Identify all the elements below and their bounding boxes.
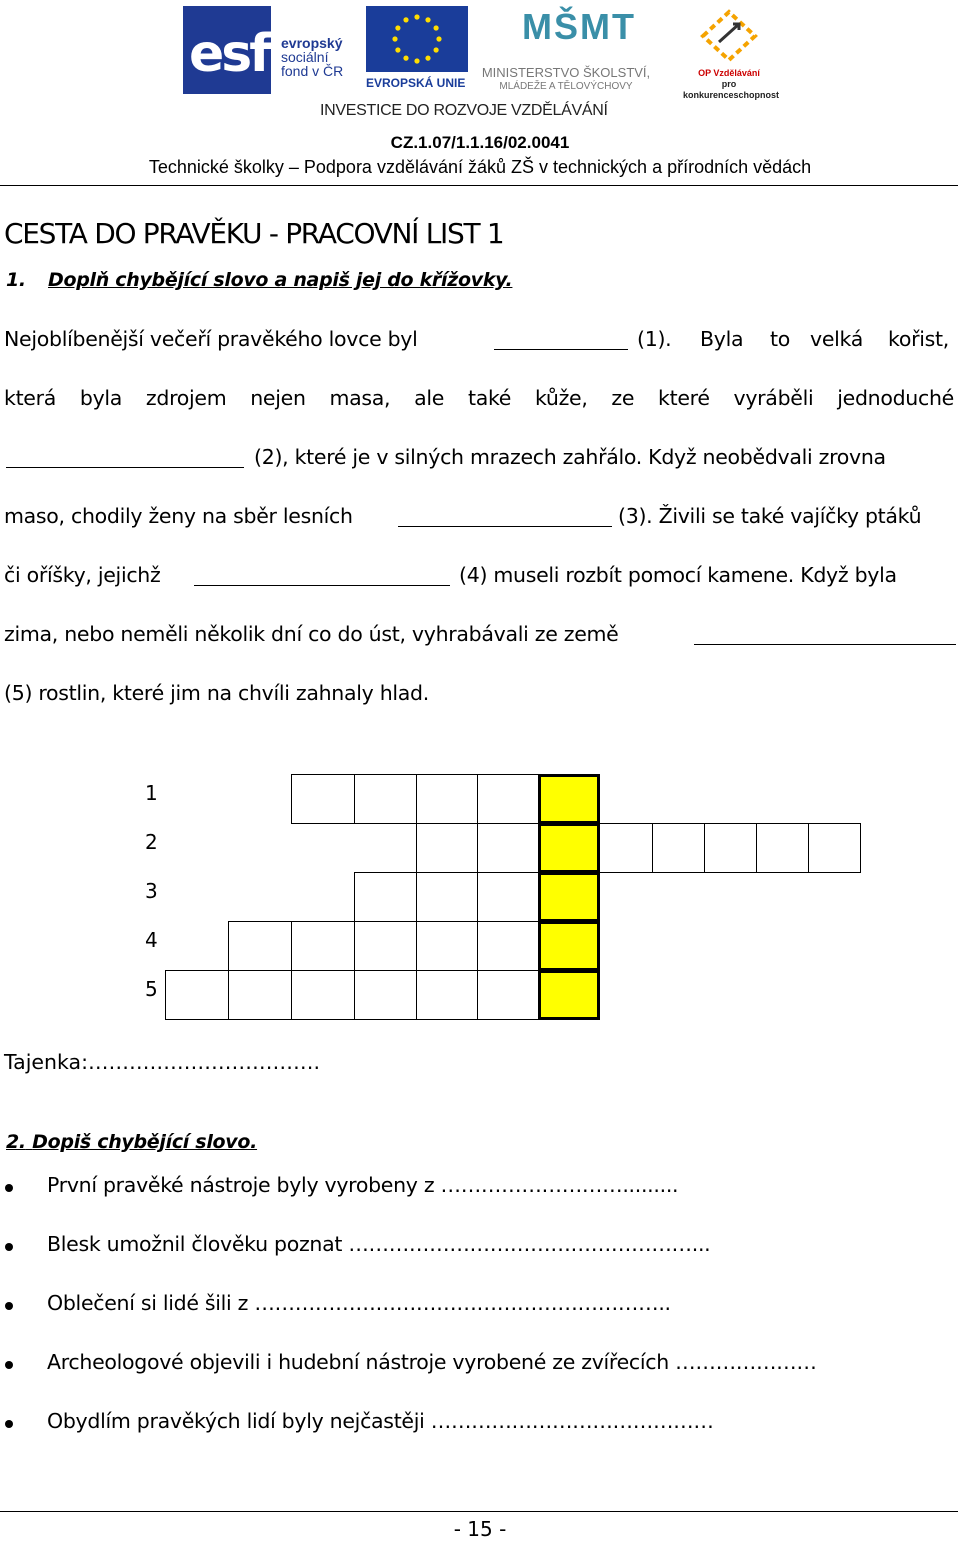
msmt-logo-text: MINISTERSTVO ŠKOLSTVÍ, MLÁDEŽE A TĚLOVÝCHOVY: [481, 65, 651, 92]
header-invest-slogan: INVESTICE DO ROZVOJE VZDĚLÁVÁNÍ: [320, 102, 608, 119]
paragraph-line-4: maso, chodily ženy na sběr lesních (3). Živili se také vajíčky ptáků: [4, 504, 922, 528]
crossword-row-number: 5: [145, 977, 158, 1001]
bullet-item: Oblečení si lidé šili z ……………………………………………………..: [0, 1291, 960, 1321]
crossword-cell[interactable]: [416, 774, 478, 824]
paragraph-word: masa,: [329, 386, 391, 410]
project-code: CZ.1.07/1.1.16/02.0041: [390, 133, 570, 152]
header-divider: [0, 185, 958, 186]
footer-divider: [0, 1511, 958, 1512]
crossword-cell[interactable]: [704, 823, 757, 873]
crossword-solution-cell[interactable]: [538, 872, 600, 922]
crossword-cell[interactable]: [477, 872, 539, 922]
paragraph-line-1: Nejoblíbenější večeří pravěkého lovce byl (1). Byla to velká kořist,: [4, 327, 949, 351]
crossword-solution-cell[interactable]: [538, 970, 600, 1020]
paragraph-word: nejen: [250, 386, 306, 410]
crossword-cell[interactable]: [354, 774, 417, 824]
crossword-cell[interactable]: [756, 823, 809, 873]
crossword-cell[interactable]: [477, 774, 539, 824]
paragraph-line-5: či oříšky, jejichž (4) museli rozbít pomocí kamene. Když byla: [4, 563, 897, 587]
blank-1[interactable]: [494, 327, 628, 350]
crossword-cell[interactable]: [354, 921, 417, 971]
crossword-solution-cell[interactable]: [538, 823, 600, 873]
crossword-cell[interactable]: [416, 921, 478, 971]
bullet-dot-icon: [5, 1361, 13, 1369]
crossword-cell[interactable]: [477, 823, 539, 873]
bullet-item: Blesk umožnil člověku poznat ……………………………………………...: [0, 1232, 960, 1262]
paragraph-word: vyráběli: [733, 386, 814, 410]
esf-logo-text: evropský sociální fond v ČR: [281, 35, 344, 79]
eu-logo: [366, 6, 468, 92]
crossword-cell[interactable]: [291, 970, 355, 1020]
crossword-solution-cell[interactable]: [538, 774, 600, 824]
bullet-dot-icon: [5, 1420, 13, 1428]
paragraph-word: také: [467, 386, 512, 410]
esf-mark: esf: [183, 6, 271, 94]
paragraph-word: které: [658, 386, 710, 410]
bullet-item: Archeologové objevili i hudební nástroje vyrobené ze zvířecích …………………: [0, 1350, 960, 1380]
bullet-dot-icon: [5, 1243, 13, 1251]
crossword-cell[interactable]: [416, 823, 478, 873]
crossword-cell[interactable]: [477, 970, 539, 1020]
page-title: CESTA DO PRAVĚKU - PRACOVNÍ LIST 1: [4, 217, 504, 250]
paragraph-line-3: (2), které je v silných mrazech zahřálo. Když neobědvali zrovna: [4, 445, 954, 473]
eu-logo-label: EVROPSKÁ UNIE: [366, 76, 466, 90]
crossword-cell[interactable]: [228, 921, 292, 971]
bullet-dot-icon: [5, 1302, 13, 1310]
crossword-row-number: 2: [145, 830, 158, 854]
paragraph-word: kůže,: [534, 386, 588, 410]
blank-3[interactable]: [398, 504, 612, 527]
paragraph-line-7: (5) rostlin, které jim na chvíli zahnaly hlad.: [4, 681, 429, 705]
blank-5[interactable]: [694, 622, 956, 645]
crossword-cell[interactable]: [652, 823, 705, 873]
crossword-cell[interactable]: [291, 774, 355, 824]
task-2-heading: 2. Dopiš chybějící slovo.: [6, 1131, 258, 1153]
op-logo: [683, 6, 780, 100]
op-logo-text: OP Vzdělávání pro konkurenceschopnost: [683, 68, 780, 100]
crossword-cell[interactable]: [228, 970, 292, 1020]
task-1-heading: 1. Doplň chybějící slovo a napiš jej do křížovky.: [6, 269, 513, 291]
blank-4[interactable]: [194, 563, 450, 586]
crossword-solution-cell[interactable]: [538, 921, 600, 971]
crossword-cell[interactable]: [416, 872, 478, 922]
crossword-row-number: 4: [145, 928, 158, 952]
paragraph-word: která: [4, 386, 57, 410]
crossword-cell[interactable]: [477, 921, 539, 971]
crossword-cell[interactable]: [165, 970, 229, 1020]
esf-logo: [183, 6, 361, 94]
crossword-cell[interactable]: [291, 921, 355, 971]
bullet-dot-icon: [5, 1184, 13, 1192]
project-name: Technické školky – Podpora vzdělávání žáků ZŠ v technických a přírodních vědách: [148, 157, 812, 177]
crossword-cell[interactable]: [599, 823, 653, 873]
paragraph-word: ze: [611, 386, 635, 410]
paragraph-word: ale: [414, 386, 445, 410]
msmt-mark: MŠMT: [522, 6, 636, 47]
paragraph-line-6: zima, nebo neměli několik dní co do úst, vyhrabávali ze země: [4, 622, 954, 650]
crossword-cell[interactable]: [354, 970, 417, 1020]
eu-flag: [366, 6, 468, 72]
page-number: - 15 -: [453, 1517, 507, 1541]
paragraph-line-2: [4, 386, 954, 414]
bullet-item: První pravěké nástroje byly vyrobeny z ……………………….........: [0, 1173, 960, 1203]
paragraph-word: zdrojem: [145, 386, 227, 410]
crossword-cell[interactable]: [808, 823, 861, 873]
crossword-row-number: 1: [145, 781, 158, 805]
crossword-row-number: 3: [145, 879, 158, 903]
bullet-item: Obydlím pravěkých lidí byly nejčastěji ……………………………………: [0, 1409, 960, 1439]
crossword-cell[interactable]: [354, 872, 417, 922]
blank-2[interactable]: [6, 445, 244, 468]
crossword-cell[interactable]: [416, 970, 478, 1020]
paragraph-word: byla: [79, 386, 123, 410]
msmt-logo: [478, 6, 654, 92]
op-logo-mark: [683, 6, 775, 66]
tajenka-label: Tajenka:…………………………….: [4, 1050, 320, 1074]
paragraph-word: jednoduché: [837, 386, 954, 410]
